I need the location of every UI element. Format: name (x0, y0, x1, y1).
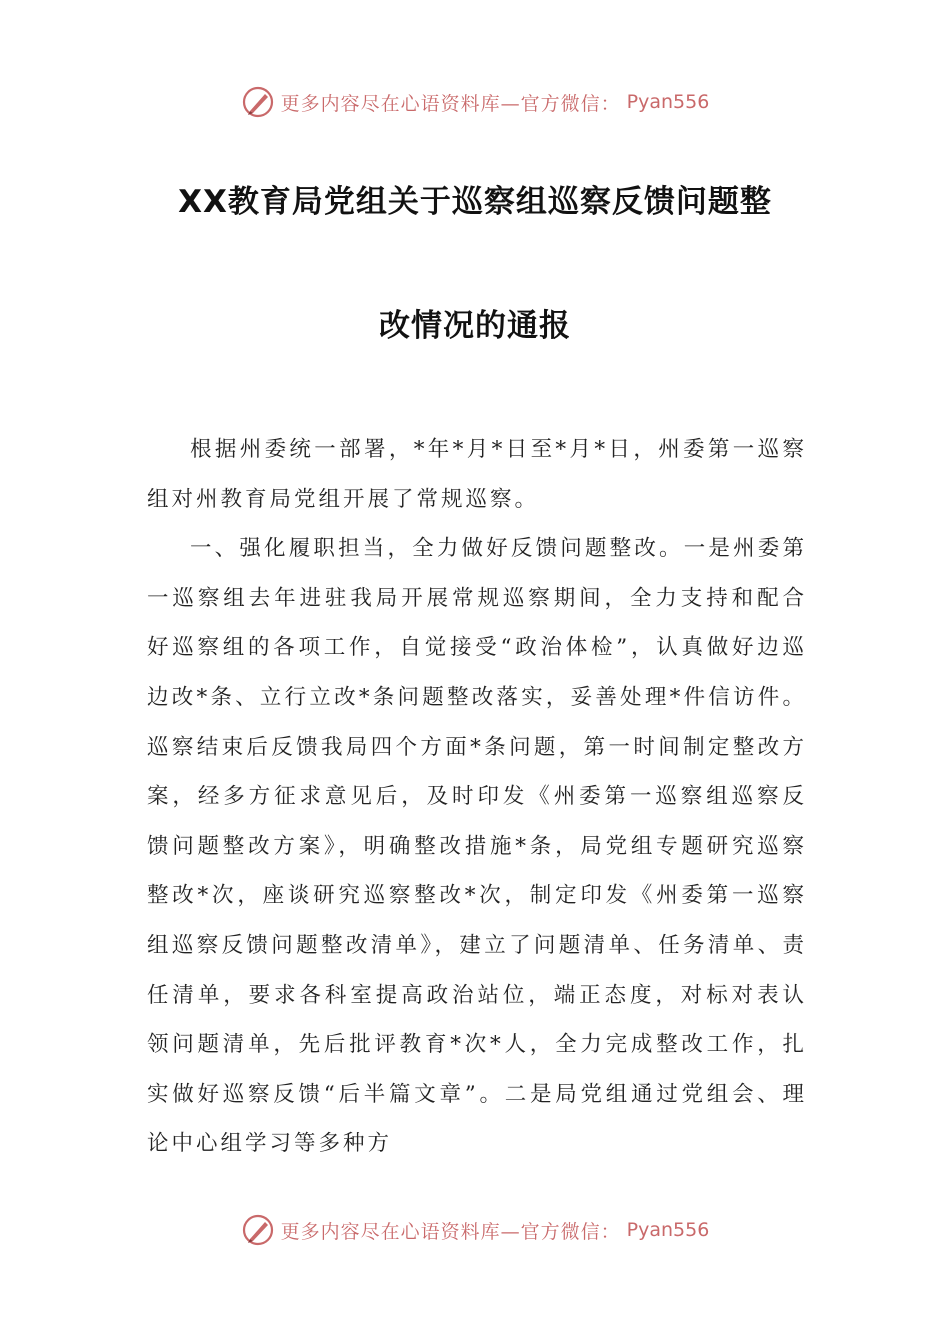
footer-banner (0, 1210, 950, 1250)
document-title-line-2: 改情况的通报 (379, 308, 571, 344)
banner-text: 更多内容尽在心语资料库—官方微信： (280, 1220, 621, 1243)
header-banner (0, 82, 950, 122)
pen-logo-icon (241, 85, 275, 119)
paragraph: 一、强化履职担当，全力做好反馈问题整改。一是州委第一巡察组去年进驻我局开展常规巡察期间，全力支持和配合好巡察组的各项工作，自觉接受“政治体检”，认真做好边巡边改*条、立行立改*条问题整改落实，妥善处理*件信访件。巡察结束后反馈我局四个方面*条问题，第一时间制定整改方案，经多方征求意见后，及时印发《州委第一巡察组巡察反馈问题整改方案》，明确整改措施*条，局党组专题研究巡察整改*次，座谈研究巡察整改*次，制定印发《州委第一巡察组巡察反馈问题整改清单》，建立了问题清单、任务清单、责任清单，要求各科室提高政治站位，端正态度，对标对表认领问题清单，先后批评教育*次*人，全力完成整改工作，扎实做好巡察反馈“后半篇文章”。二是局党组通过党组会、理论中心组学习等多种方 (147, 536, 807, 1157)
banner-text: 更多内容尽在心语资料库—官方微信： (280, 92, 621, 115)
banner-contact: Pyan556 (626, 1219, 710, 1241)
pen-logo-icon (241, 1213, 275, 1247)
document-title-line-1: XX教育局党组关于巡察组巡察反馈问题整 (178, 184, 772, 220)
banner-contact: Pyan556 (626, 91, 710, 113)
paragraph: 根据州委统一部署，*年*月*日至*月*日，州委第一巡察组对州教育局党组开展了常规巡察。 (147, 437, 807, 512)
document-body (147, 425, 807, 1169)
